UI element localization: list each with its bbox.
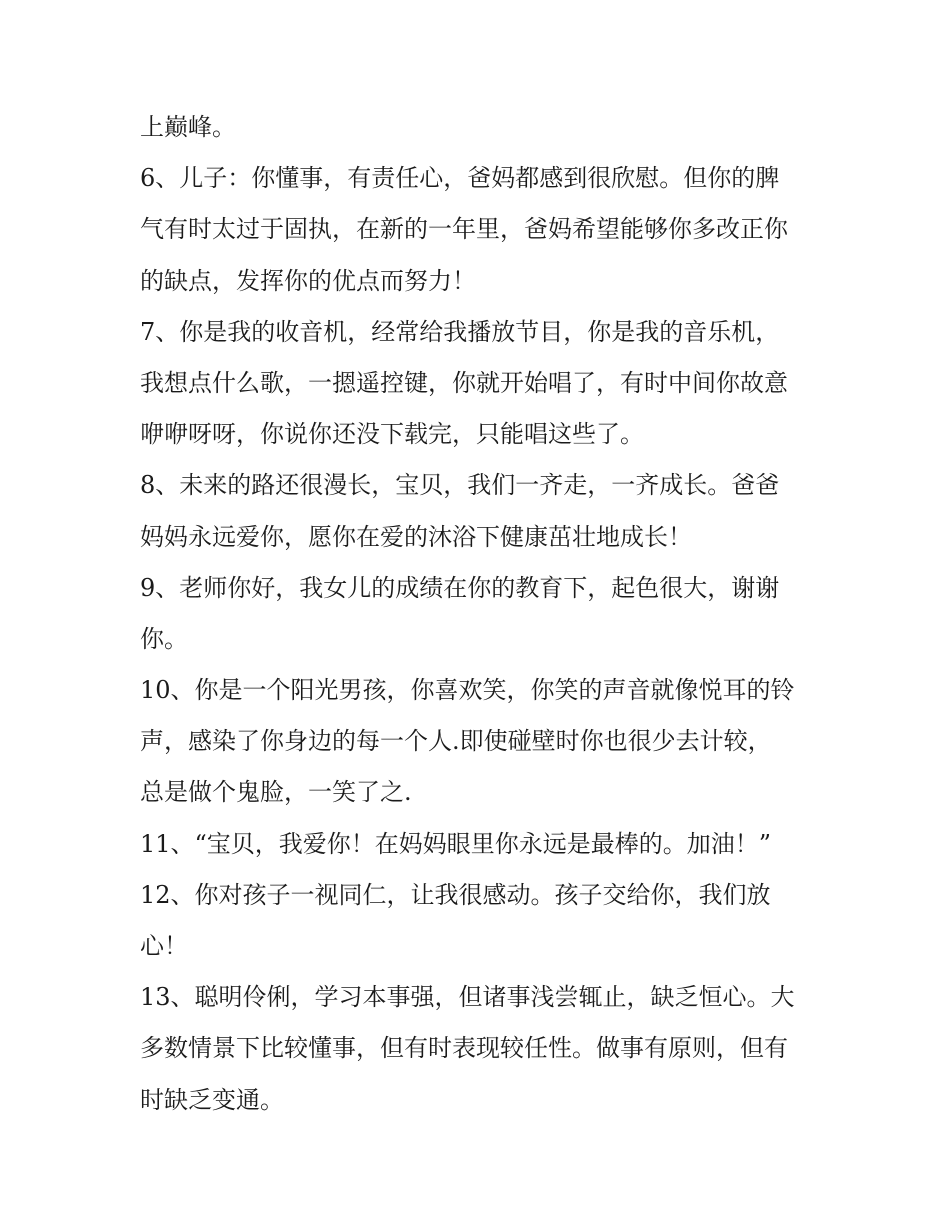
text-line: 时缺乏变通。 — [140, 1085, 284, 1114]
text-line: 咿咿呀呀，你说你还没下载完，只能唱这些了。 — [140, 420, 644, 449]
text-line: 7、你是我的收音机，经常给我播放节目，你是我的音乐机， — [140, 317, 780, 346]
text-line: 多数情景下比较懂事，但有时表现较任性。做事有原则，但有 — [140, 1034, 788, 1063]
text-line: 12、你对孩子一视同仁，让我很感动。孩子交给你，我们放 — [140, 880, 771, 909]
text-line: 9、老师你好，我女儿的成绩在你的教育下，起色很大，谢谢 — [140, 573, 780, 602]
text-line: 妈妈永远爱你，愿你在爱的沐浴下健康茁壮地成长！ — [140, 522, 692, 551]
text-line: 8、未来的路还很漫长，宝贝，我们一齐走，一齐成长。爸爸 — [140, 471, 780, 500]
text-line: 的缺点，发挥你的优点而努力！ — [140, 266, 476, 295]
text-line: 我想点什么歌，一摁遥控键，你就开始唱了，有时中间你故意 — [140, 368, 788, 397]
document-body — [140, 102, 820, 1126]
text-line: 总是做个鬼脸，一笑了之. — [140, 778, 412, 807]
text-line: 上巅峰。 — [140, 113, 236, 141]
text-line: 6、儿子：你懂事，有责任心，爸妈都感到很欣慰。但你的脾 — [140, 164, 780, 193]
text-line: 你。 — [140, 624, 188, 653]
text-line: 10、你是一个阳光男孩，你喜欢笑，你笑的声音就像悦耳的铃 — [140, 676, 795, 705]
text-line: 11、“宝贝，我爱你！在妈妈眼里你永远是最棒的。加油！” — [140, 829, 772, 858]
text-line: 声，感染了你身边的每一个人.即使碰壁时你也很少去计较， — [140, 727, 772, 756]
text-line: 心！ — [140, 932, 188, 960]
text-line: 气有时太过于固执，在新的一年里，爸妈希望能够你多改正你 — [140, 215, 788, 244]
text-line: 13、聪明伶俐，学习本事强，但诸事浅尝辄止，缺乏恒心。大 — [140, 983, 795, 1012]
